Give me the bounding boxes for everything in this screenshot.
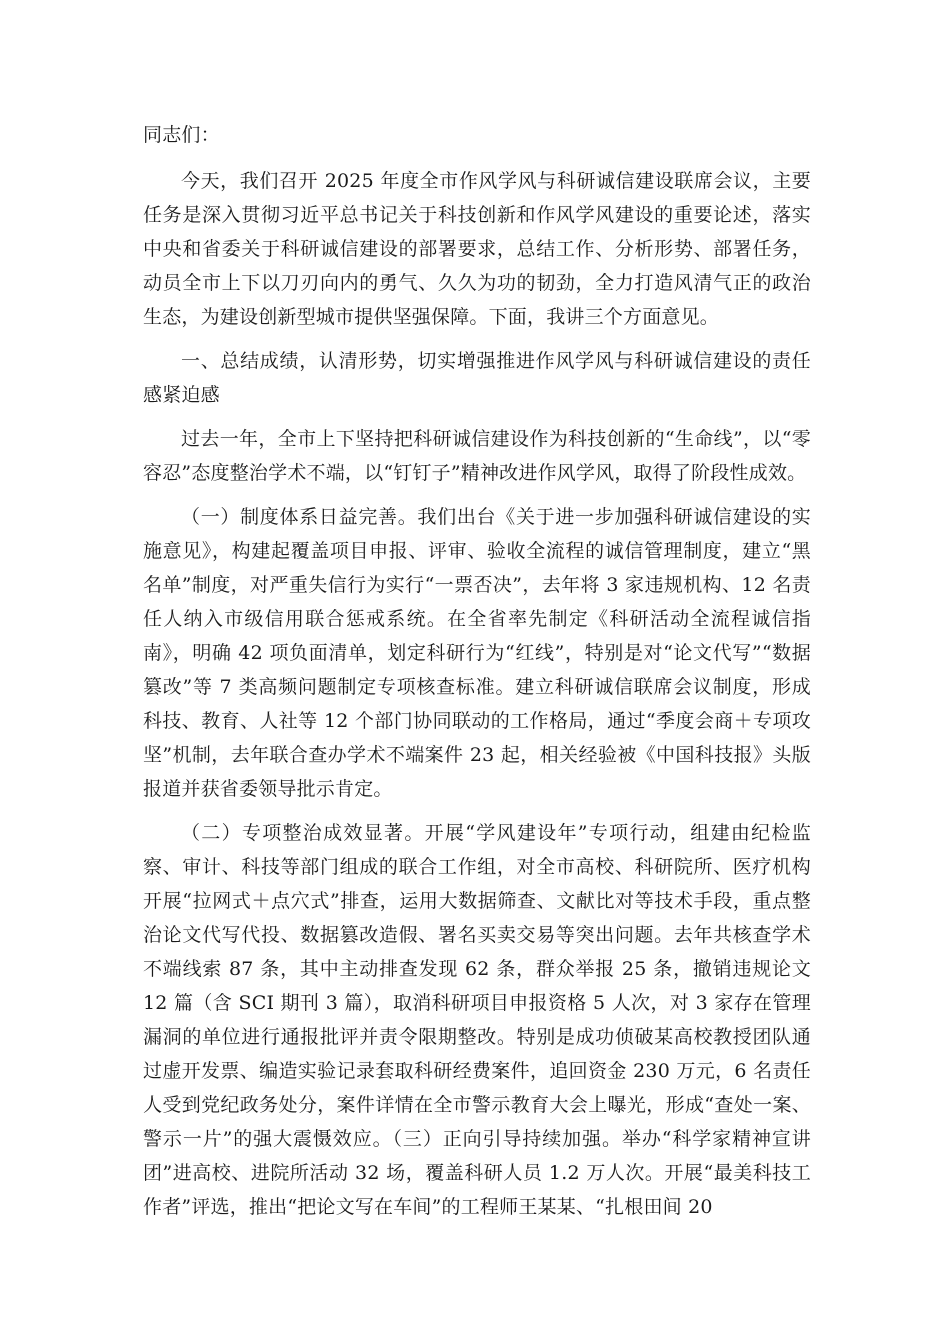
salutation: 同志们： [143, 124, 220, 146]
paragraph-institutional-system: （一）制度体系日益完善。我们出台《关于进一步加强科研诚信建设的实施意见》，构建起覆盖项目申报、评审、验收全流程的诚信管理制度，建立“黑名单”制度，对严重失信行为实行“一票否决”，去年将 3 家违规机构、12 名责任人纳入市级信用联合惩戒系统。在全省率先制定《科研活动全流程诚信指南》，明确 42 项负面清单，划定科研行为“红线”，特别是对“论文代写”“数据篡改”等 7 类高频问题制定专项核查标准。建立科研诚信联席会议制度，形成科技、教育、人社等 12 个部门协同联动的工作格局，通过“季度会商＋专项攻坚”机制，去年联合查办学术不端案件 23 起，相关经验被《中国科技报》头版报道并获省委领导批示肯定。 [143, 506, 811, 800]
paragraph-special-rectification: （二）专项整治成效显著。开展“学风建设年”专项行动，组建由纪检监察、审计、科技等部门组成的联合工作组，对全市高校、科研院所、医疗机构开展“拉网式＋点穴式”排查，运用大数据筛查、文献比对等技术手段，重点整治论文代写代投、数据篡改造假、署名买卖交易等突出问题。去年共核查学术不端线索 87 条，其中主动排查发现 62 条，群众举报 25 条，撤销违规论文 12 篇（含 SCI 期刊 3 篇），取消科研项目申报资格 5 人次，对 3 家存在管理漏洞的单位进行通报批评并责令限期整改。特别是成功侦破某高校教授团队通过虚开发票、编造实验记录套取科研经费案件，追回资金 230 万元，6 名责任人受到党纪政务处分，案件详情在全市警示教育大会上曝光，形成“查处一案、警示一片”的强大震慑效应。（三）正向引导持续加强。举办“科学家精神宣讲团”进高校、进院所活动 32 场，覆盖科研人员 1.2 万人次。开展“最美科技工作者”评选，推出“把论文写在车间”的工程师王某某、“扎根田间 20 [143, 822, 811, 1218]
section-heading-1: 一、总结成绩，认清形势，切实增强推进作风学风与科研诚信建设的责任感紧迫感 [143, 350, 811, 406]
opening-paragraph: 今天，我们召开 2025 年度全市作风学风与科研诚信建设联席会议，主要任务是深入贯彻习近平总书记关于科技创新和作风学风建设的重要论述，落实中央和省委关于科研诚信建设的部署要求，总结工作、分析形势、部署任务，动员全市上下以刀刃向内的勇气、久久为功的韧劲，全力打造风清气正的政治生态，为建设创新型城市提供坚强保障。下面，我讲三个方面意见。 [143, 170, 811, 328]
document-page [143, 118, 811, 1234]
summary-paragraph: 过去一年，全市上下坚持把科研诚信建设作为科技创新的“生命线”，以“零容忍”态度整治学术不端，以“钉钉子”精神改进作风学风，取得了阶段性成效。 [143, 428, 811, 484]
